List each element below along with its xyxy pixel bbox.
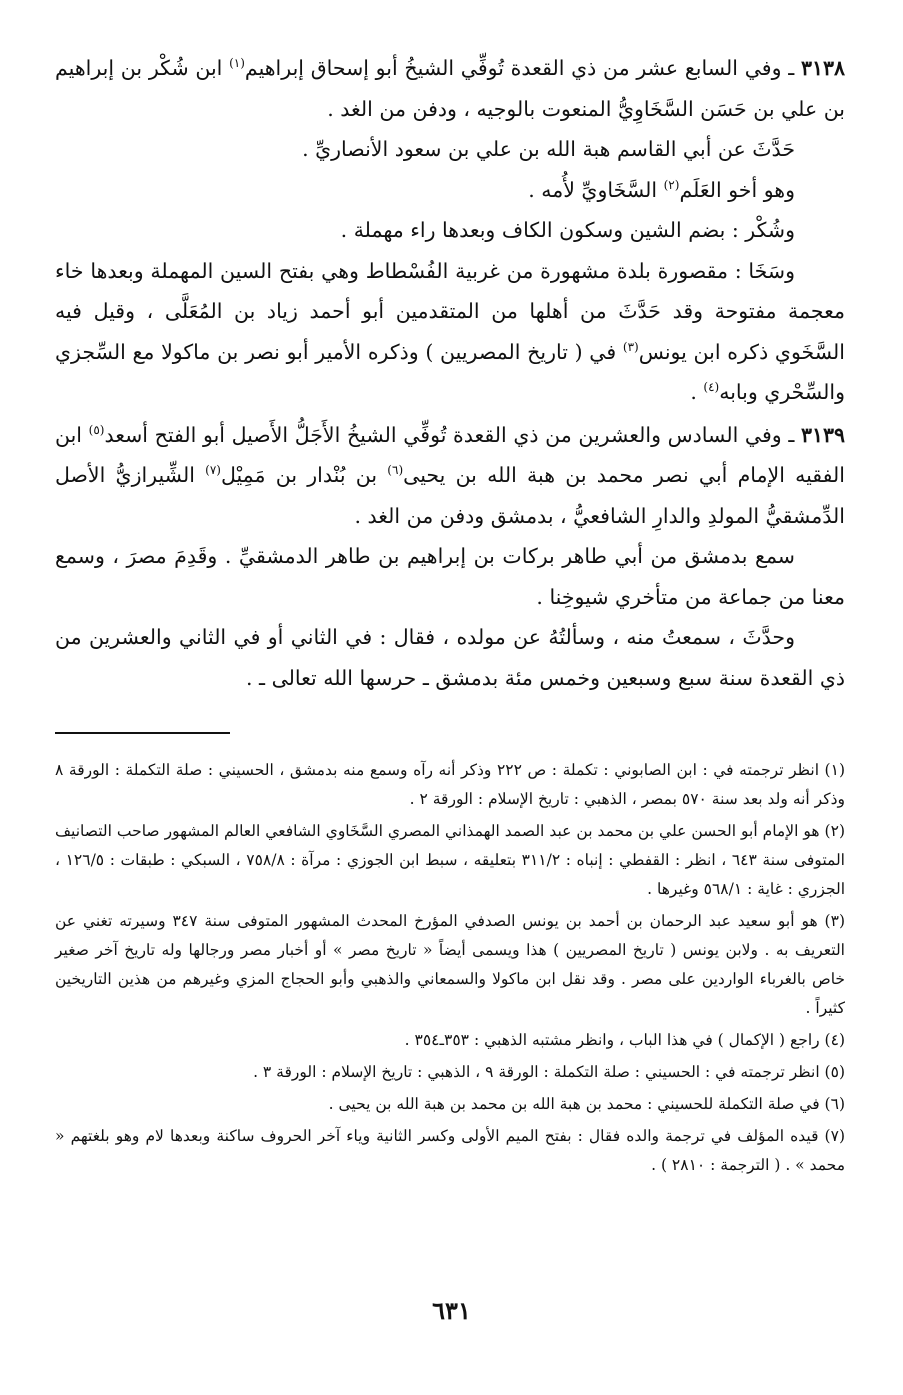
page-number: ٦٣١ bbox=[432, 1296, 471, 1325]
entry-text-cont: بن بُنْدار بن مَمِيْل bbox=[220, 463, 388, 487]
entry-3138 bbox=[55, 48, 845, 129]
page bbox=[55, 48, 845, 1183]
footnote-2: (٢) هو الإمام أبو الحسن علي بن محمد بن عبد الصمد الهمذاني المصري السَّخَاوي الشافعي العالم المشهور صاحب التصانيف المتوفى سنة ٦٤٣ ، انظر : القفطي : إنباه : ٣١١/٢ بتعليقه ، سبط ابن الجوزي : مرآة : ٧٥٨/٨ ، السبكي : طبقات : ١٢٦/٥ ، الجزري : غاية : ٥٦٨/١ وغيرها . bbox=[55, 822, 845, 898]
paragraph-text: سمع بدمشق من أبي طاهر بركات بن إبراهيم بن طاهر الدمشقيِّ . وقَدِمَ مصرَ ، وسمع معنا من جماعة من متأخري شيوخِنا . bbox=[55, 544, 845, 609]
paragraph-text: وسَخَا : مقصورة بلدة مشهورة من غربية الفُسْطاط وهي بفتح السين المهملة وبعدها خاء معجمة مفتوحة وقد حَدَّثَ من أهلها من المتقدمين أبو أحمد زياد بن المُعَلَّى ، وقيل فيه السَّخَوي ذكره ابن يونس bbox=[55, 258, 845, 364]
footnote-ref: (٣) bbox=[622, 339, 639, 354]
footnote-5: (٥) انظر ترجمته في : الحسيني : صلة التكملة : الورقة ٩ ، الذهبي : تاريخ الإسلام : الورقة ٣ . bbox=[253, 1063, 845, 1081]
entry-number: ٣١٣٩ bbox=[800, 422, 845, 447]
footnote-separator bbox=[55, 732, 230, 734]
paragraph-text: حَدَّثَ عن أبي القاسم هبة الله بن علي بن سعود الأنصاريِّ . bbox=[302, 137, 795, 161]
paragraph-text: وهو أخو العَلَم bbox=[679, 177, 795, 202]
entry-text: ـ وفي السادس والعشرين من ذي القعدة تُوفِّي الشيخُ الأَجَلُّ الأَصيل أبو الفتح أسعد bbox=[104, 422, 801, 447]
paragraph-text-cont: في ( تاريخ المصريين ) وذكره الأمير أبو نصر بن ماكولا مع السِّجزي والسِّحْري وبابه bbox=[55, 339, 845, 404]
footnote-ref: (٤) bbox=[703, 380, 720, 395]
paragraph-text-cont: السَّخَاويِّ لأُمه . bbox=[528, 177, 664, 202]
entry-text-cont: ابن الفقيه الإمام أبي نصر محمد بن هبة الله بن يحيى bbox=[55, 422, 845, 487]
paragraph bbox=[55, 251, 845, 413]
footnote-1: (١) انظر ترجمته في : ابن الصابوني : تكملة : ص ٢٢٢ وذكر أنه رآه وسمع منه بدمشق ، الحسيني : صلة التكملة : الورقة ٨ وذكر أنه ولد بعد سنة ٥٧٠ بمصر ، الذهبي : تاريخ الإسلام : الورقة ٢ . bbox=[55, 761, 845, 808]
paragraph-text: وحدَّثَ ، سمعتُ منه ، وسألتُهُ عن مولده ، فقال : في الثاني أو في الثاني والعشرين من ذي القعدة سنة سبع وسبعين وخمس مئة بدمشق ـ حرسها الله تعالى ـ . bbox=[55, 625, 845, 690]
paragraph-text-end: . bbox=[690, 380, 704, 404]
entry-text: ـ وفي السابع عشر من ذي القعدة تُوفِّي الشيخُ أبو إسحاق إبراهيم bbox=[244, 56, 801, 80]
footnote-4: (٤) راجع ( الإكمال ) في هذا الباب ، وانظر مشتبه الذهبي : ٣٥٣ـ٣٥٤ . bbox=[404, 1031, 845, 1049]
footnote-ref: (٦) bbox=[387, 463, 404, 478]
paragraph bbox=[55, 210, 845, 251]
paragraph-text: وشُكْر : بضم الشين وسكون الكاف وبعدها راء مهملة . bbox=[340, 218, 795, 242]
entry-3139 bbox=[55, 415, 845, 537]
entry-number: ٣١٣٨ bbox=[800, 56, 845, 80]
footnotes bbox=[55, 756, 845, 1180]
footnote-7: (٧) قيده المؤلف في ترجمة والده فقال : بفتح الميم الأولى وكسر الثانية وياء آخر الحروف ساكنة وبعدها لام وهو بلغتهم « محمد » . ( الترجمة : ٢٨١٠ ) . bbox=[55, 1127, 845, 1174]
footnote-6: (٦) في صلة التكملة للحسيني : محمد بن هبة الله بن محمد بن هبة الله بن يحيى . bbox=[328, 1095, 845, 1113]
footnote-ref: (٧) bbox=[205, 463, 221, 478]
footnote-3: (٣) هو أبو سعيد عبد الرحمان بن أحمد بن يونس الصدفي المؤرخ المحدث المشهور المتوفى سنة ٣٤٧ وسيرته تغني عن التعريف به . ولابن يونس ( تاريخ المصريين ) هذا ويسمى أيضاً « تاريخ مصر » أو أخبار مصر ورجالها وله تاريخ آخر صغير خاص بالغرباء الواردين على مصر . وقد نقل ابن ماكولا والسمعاني والذهبي وأبو الحجاج المزي وغيرهم من هذين التاريخين كثيراً . bbox=[55, 912, 845, 1017]
paragraph bbox=[55, 129, 845, 170]
paragraph bbox=[55, 170, 845, 211]
main-text bbox=[55, 48, 845, 698]
footnote-ref: (١) bbox=[229, 56, 245, 71]
entry-text-end: الشِّيرازيُّ الأصل الدِّمشقيُّ المولدِ والدارِ الشافعيُّ ، بدمشق ودفن من الغد . bbox=[55, 463, 845, 528]
footnote-ref: (٢) bbox=[663, 177, 680, 192]
entry-text-cont: ابن شُكْر بن إبراهيم بن علي بن حَسَن السَّخَاوِيُّ المنعوت بالوجيه ، ودفن من الغد . bbox=[55, 56, 845, 121]
footnote-ref: (٥) bbox=[88, 422, 105, 437]
paragraph bbox=[55, 617, 845, 698]
paragraph bbox=[55, 536, 845, 617]
